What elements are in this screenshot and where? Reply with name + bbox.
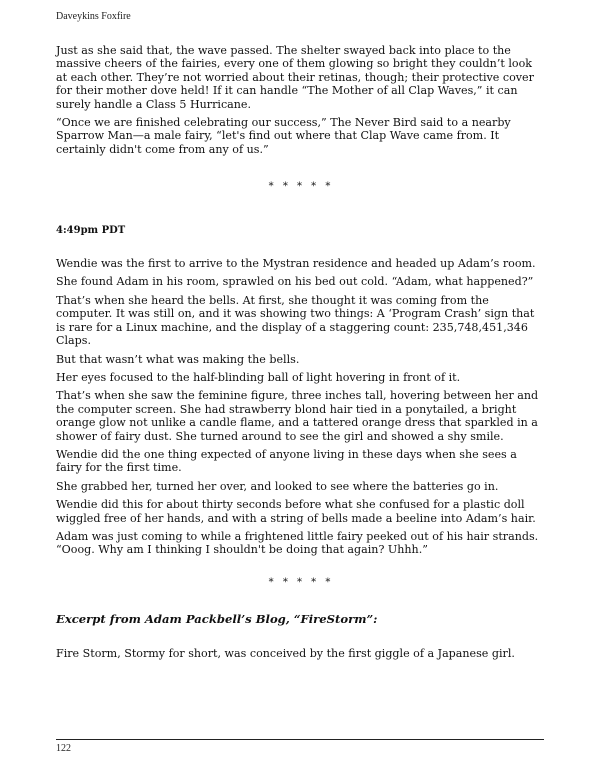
excerpt-heading: Excerpt from Adam Packbell’s Blog, “FireStorm”:	[56, 612, 378, 627]
page-number: 122	[56, 743, 71, 754]
paragraph: Fire Storm, Stormy for short, was conceived by the first giggle of a Japanese girl.	[56, 646, 515, 660]
paragraph: Wendie was the first to arrive to the Mystran residence and headed up Adam’s room.	[56, 257, 536, 271]
body-text	[56, 44, 546, 665]
timestamp-heading: 4:49pm PDT	[56, 224, 126, 236]
paragraph: That’s when she saw the feminine figure, three inches tall, hovering between her and the computer screen. She had strawberry blond hair tied in a ponytailed, a bright orange glow not unlike a candle flame, and a tattered orange dress that sparkled in a shower of fairy dust. She turned around to see the girl and showed a shy smile.	[56, 389, 539, 443]
paragraph: But that wasn’t what was making the bells.	[56, 352, 300, 366]
paragraph: She grabbed her, turned her over, and looked to see where the batteries go in.	[56, 479, 499, 493]
paragraph: Adam was just coming to while a frightened little fairy peeked out of his hair strands. “Ooog. Why am I thinking I shouldn't be doing that again? Uhhh.”	[56, 529, 539, 557]
paragraph: Just as she said that, the wave passed. The shelter swayed back into place to the massive cheers of the fairies, every one of them glowing so bright they couldn’t look at each other. They’re not worried about their retinas, though; their protective cover for their mother dove held! If it can handle “The Mother of all Clap Waves,” it can surely handle a Class 5 Hurricane.	[56, 44, 534, 111]
footer-rule	[56, 739, 544, 740]
running-head: Daveykins Foxfire	[56, 11, 131, 22]
paragraph: She found Adam in his room, sprawled on his bed out cold. “Adam, what happened?”	[56, 275, 534, 289]
section-separator: * * * * *	[268, 181, 334, 193]
section-separator: * * * * *	[268, 576, 334, 588]
paragraph: Wendie did the one thing expected of anyone living in these days when she sees a fairy for the first time.	[56, 447, 517, 475]
paragraph: That’s when she heard the bells. At first, she thought it was coming from the computer. It was still on, and it was showing two things: A ‘Program Crash’ sign that is rare for a Linux machine, and the display of a staggering count: 235,748,451,346 Claps.	[56, 293, 535, 348]
paragraph: Wendie did this for about thirty seconds before what she confused for a plastic doll wiggled free of her hands, and with a string of bells made a beeline into Adam’s hair.	[56, 498, 536, 525]
paragraph: “Once we are finished celebrating our success,” The Never Bird said to a nearby Sparrow Man—a male fairy, “let's find out where that Clap Wave came from. It certainly didn't come from any of us.”	[56, 116, 511, 156]
paragraph: Her eyes focused to the half-blinding ball of light hovering in front of it.	[56, 370, 461, 384]
